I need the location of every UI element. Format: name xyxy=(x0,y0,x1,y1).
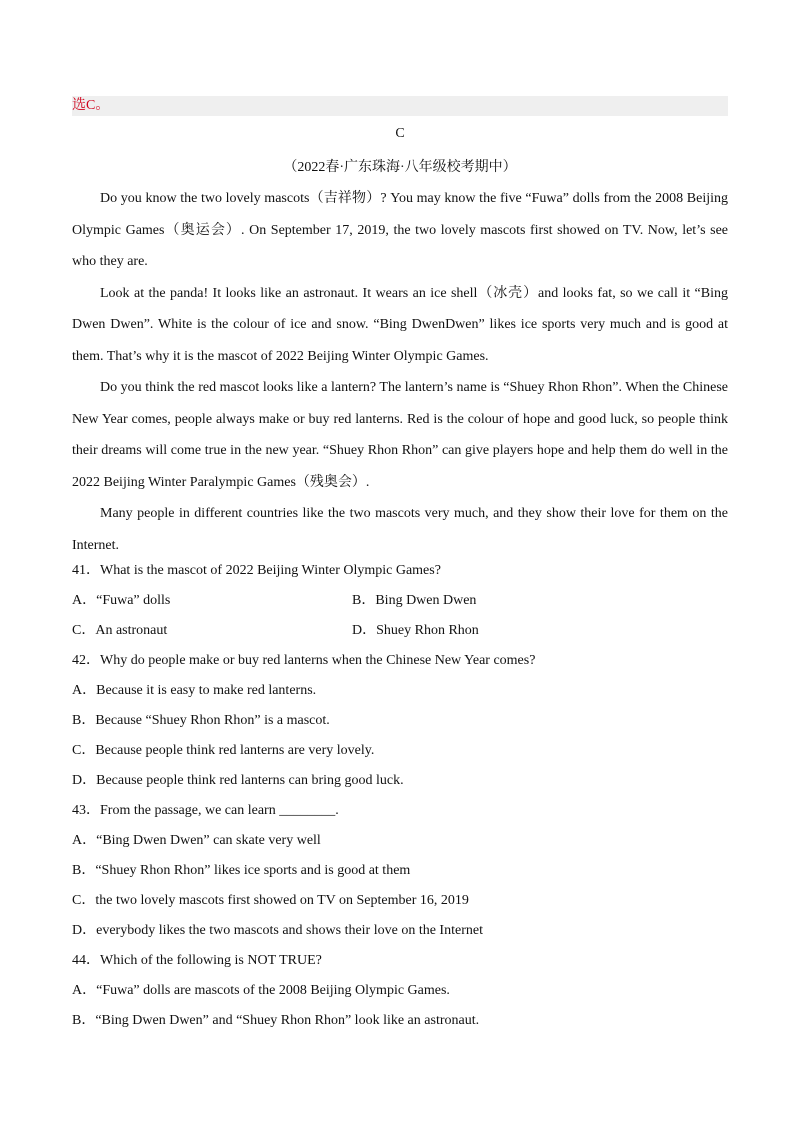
question-43-option-d: D．everybody likes the two mascots and shows their love on the Internet xyxy=(72,923,483,938)
reading-passage xyxy=(72,183,728,561)
question-42-stem: 42．Why do people make or buy red lanterns when the Chinese New Year comes? xyxy=(72,653,536,668)
question-43-option-b: B．“Shuey Rhon Rhon” likes ice sports and is good at them xyxy=(72,863,411,878)
question-43-option-c: C．the two lovely mascots first showed on TV on September 16, 2019 xyxy=(72,893,469,908)
question-42-option-b: B．Because “Shuey Rhon Rhon” is a mascot. xyxy=(72,713,330,728)
question-41-option-b: B．Bing Dwen Dwen xyxy=(352,593,477,608)
question-44-option-b: B．“Bing Dwen Dwen” and “Shuey Rhon Rhon” look like an astronaut. xyxy=(72,1013,480,1028)
question-41-stem: 41．What is the mascot of 2022 Beijing Winter Olympic Games? xyxy=(72,563,441,578)
passage-paragraph: Do you know the two lovely mascots（吉祥物）? You may know the five “Fuwa” dolls from the 2008 Beijing Olympic Games（奥运会）. On September 17, 2019, the two lovely mascots first showed on TV. Now, let’s see who they are. xyxy=(72,191,728,269)
question-42-option-d: D．Because people think red lanterns can bring good luck. xyxy=(72,773,404,788)
question-44-stem: 44．Which of the following is NOT TRUE? xyxy=(72,953,322,968)
source-line: （2022春·广东珠海·八年级校考期中） xyxy=(283,160,517,175)
question-41-option-c: C．An astronaut xyxy=(72,623,168,638)
question-list xyxy=(72,556,728,1036)
question-43-option-a: A．“Bing Dwen Dwen” can skate very well xyxy=(72,833,321,848)
question-41-option-a: A．“Fuwa” dolls xyxy=(72,593,171,608)
question-41-option-d: D．Shuey Rhon Rhon xyxy=(352,623,479,638)
answer-note xyxy=(72,96,728,116)
answer-note-text: 选C。 xyxy=(72,98,110,113)
question-41-options-row-2 xyxy=(72,616,728,646)
question-43-stem: 43．From the passage, we can learn ________. xyxy=(72,803,339,818)
question-42-option-c: C．Because people think red lanterns are very lovely. xyxy=(72,743,375,758)
passage-paragraph: Look at the panda! It looks like an astronaut. It wears an ice shell（冰壳）and looks fat, so we call it “Bing Dwen Dwen”. White is the colour of ice and snow. “Bing DwenDwen” likes ice sports very much and is good at them. That’s why it is the mascot of 2022 Beijing Winter Olympic Games. xyxy=(72,285,728,364)
question-41-options-row-1 xyxy=(72,586,728,616)
question-42-option-a: A．Because it is easy to make red lanterns. xyxy=(72,683,317,698)
question-44-option-a: A．“Fuwa” dolls are mascots of the 2008 Beijing Olympic Games. xyxy=(72,983,450,998)
passage-paragraph: Do you think the red mascot looks like a lantern? The lantern’s name is “Shuey Rhon Rhon”. When the Chinese New Year comes, people always make or buy red lanterns. Red is the colour of hope and good luck, so people think their dreams will come true in the new year. “Shuey Rhon Rhon” can give players hope and help them do well in the 2022 Beijing Winter Paralympic Games（残奥会）. xyxy=(72,380,728,490)
passage-paragraph: Many people in different countries like the two mascots very much, and they show their love for them on the Internet. xyxy=(72,506,728,553)
section-letter: C xyxy=(395,126,405,141)
